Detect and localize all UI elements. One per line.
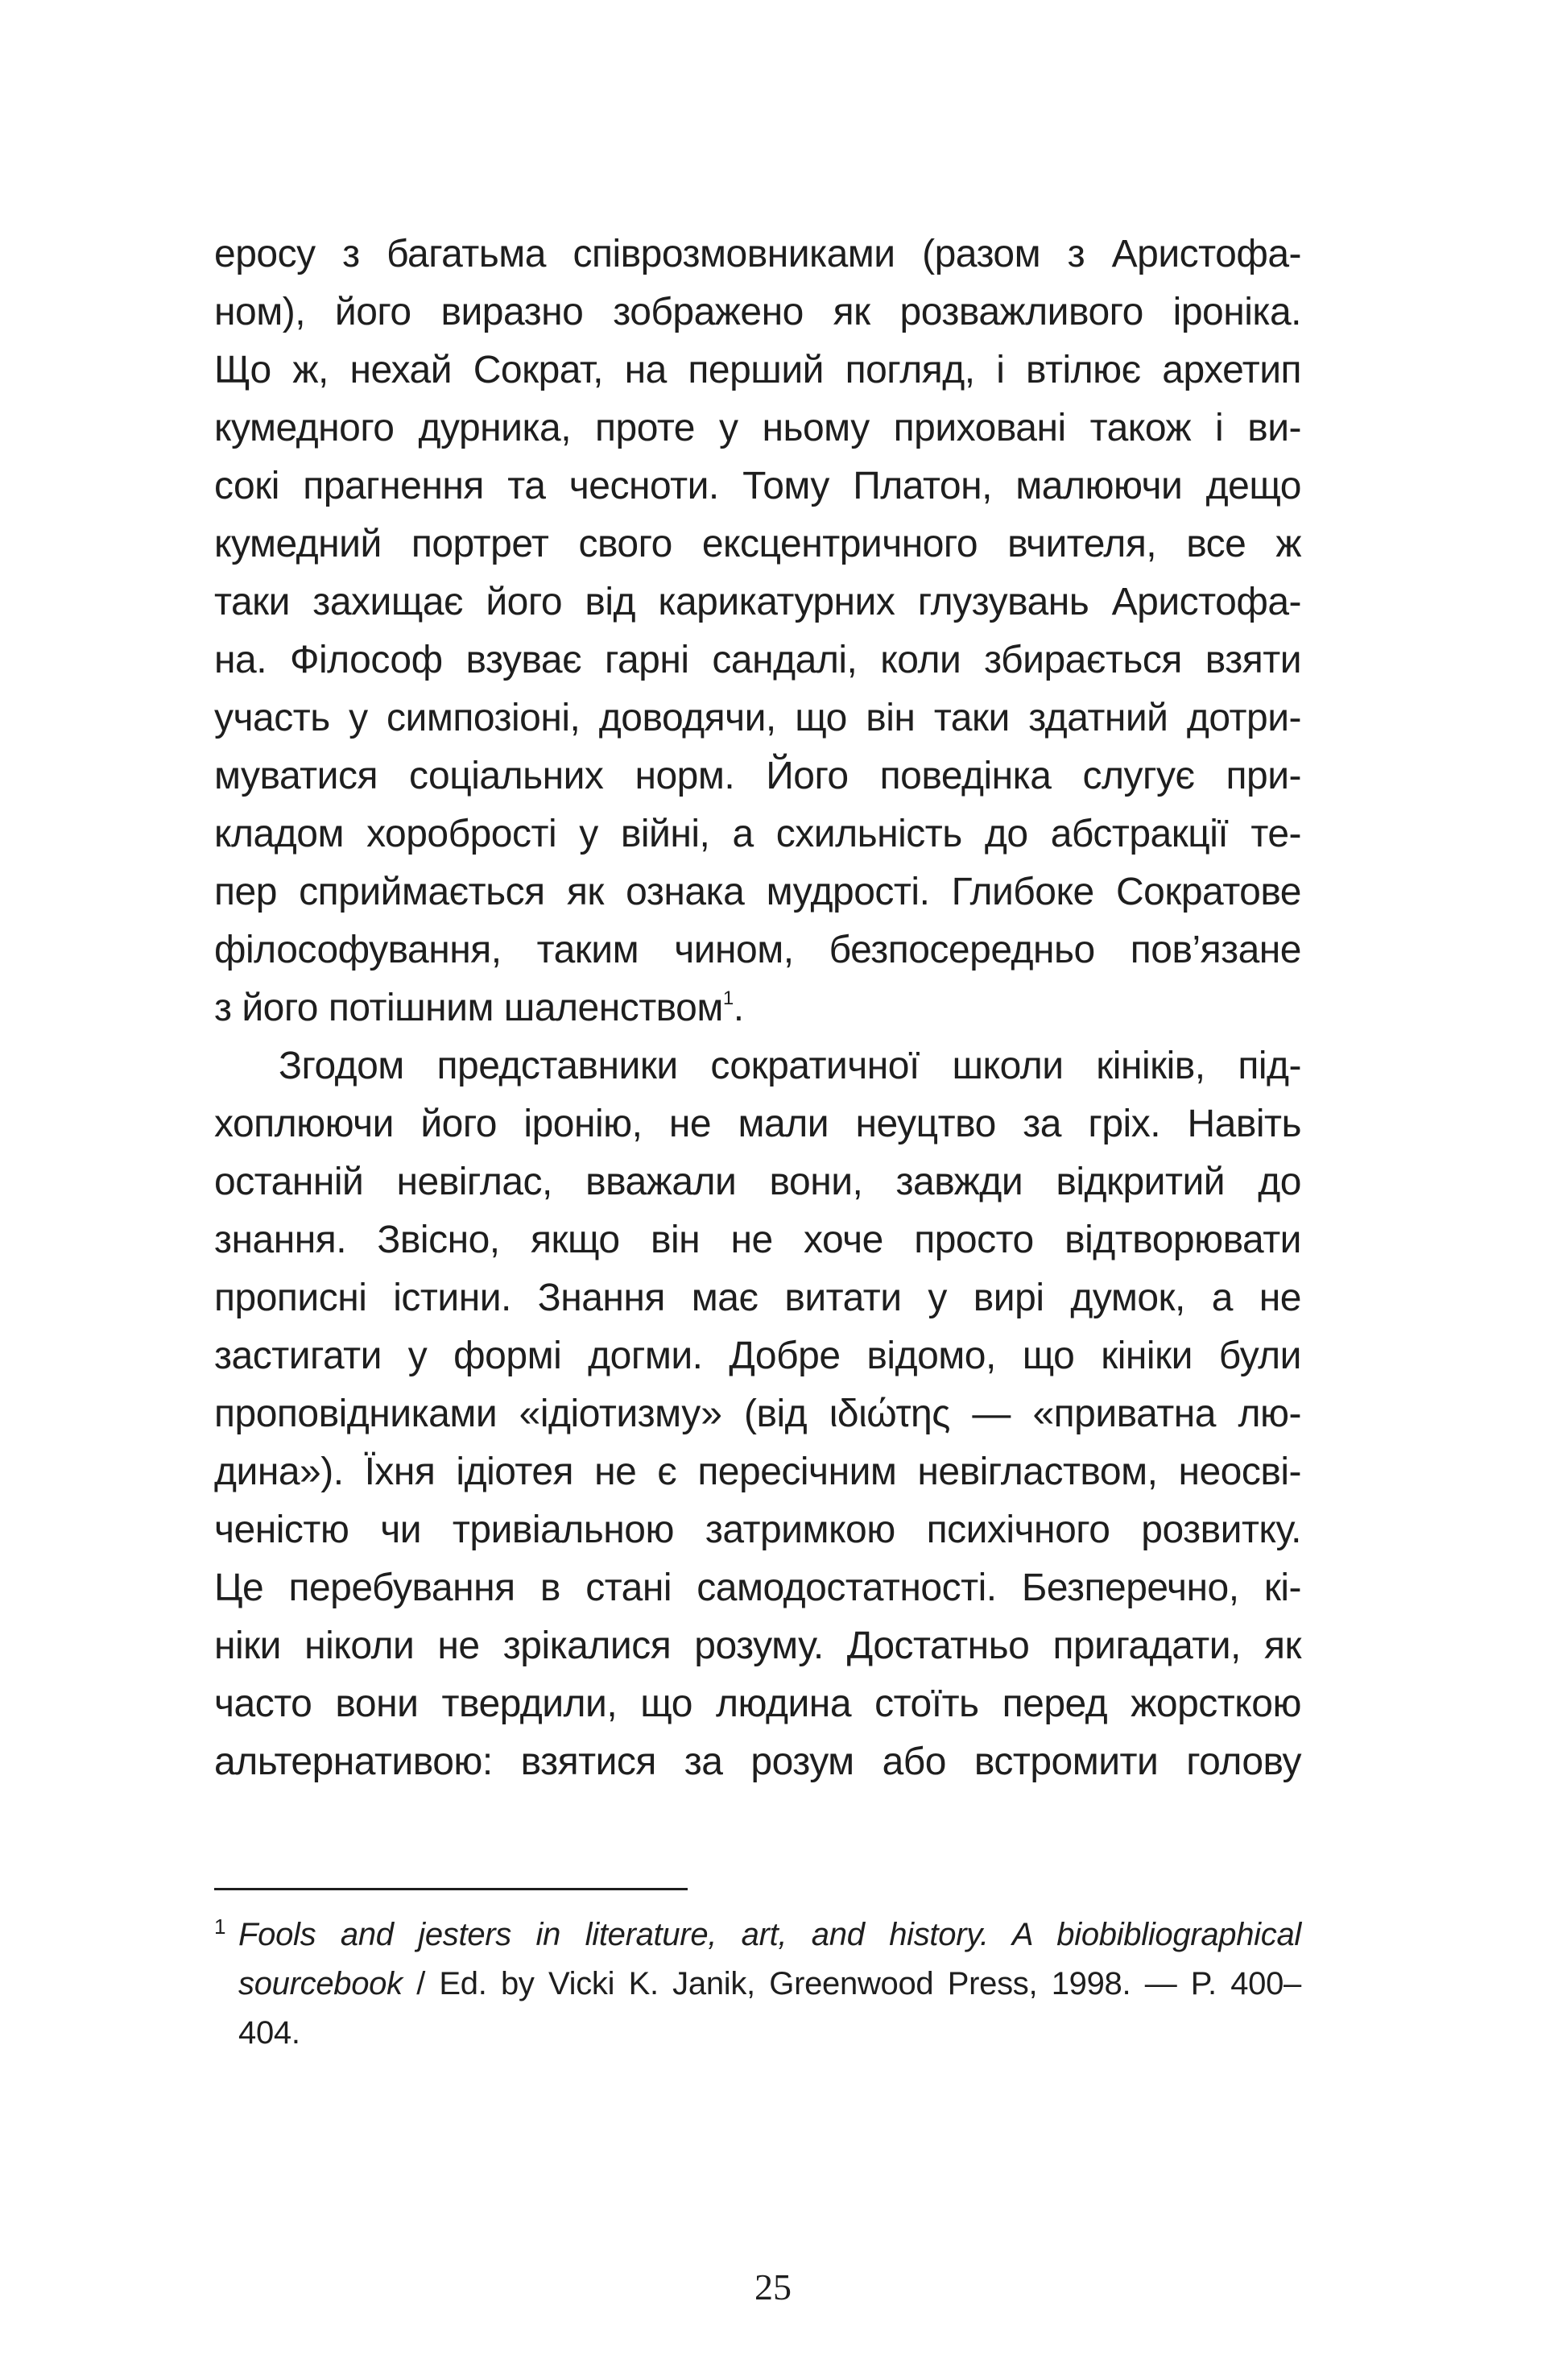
- paragraph-start-line: Згодом представники сократичної школи кініків, під-: [279, 1045, 1301, 1087]
- sentence-period: .: [733, 987, 744, 1029]
- paragraph-end-line: [214, 979, 1301, 1037]
- text-line: Що ж, нехай Сократ, на перший погляд, і втілює архетип: [214, 349, 1301, 391]
- text-line: Це перебування в стані самодостатності. Безперечно, кі-: [214, 1567, 1301, 1609]
- text-line: філософування, таким чином, безпосередньо пов’язане: [214, 929, 1301, 971]
- text-line-content: з його потішним шаленством: [214, 987, 723, 1029]
- text-line: хоплюючи його іронію, не мали неуцтво за гріх. Навіть: [214, 1103, 1301, 1145]
- text-line: дина»). Їхня ідіотея не є пересічним невіглаством, неосві-: [214, 1451, 1301, 1493]
- text-line: еросу з багатьма співрозмовниками (разом з Аристофа-: [214, 233, 1301, 275]
- body-text: [214, 226, 1301, 1791]
- text-line: на. Філософ взуває гарні сандалі, коли збирається взяти: [214, 639, 1301, 681]
- text-line: альтернативою: взятися за розум або встромити голову: [214, 1741, 1301, 1783]
- footnote-separator: [214, 1888, 688, 1890]
- footnote-publication: / Ed. by Vicki K. Janik, Greenwood Press, 1998. — P. 400–: [402, 1966, 1301, 2001]
- text-line: пер сприймається як ознака мудрості. Глибоке Сократове: [214, 871, 1301, 913]
- text-line: часто вони твердили, що людина стоїть перед жорсткою: [214, 1683, 1301, 1725]
- text-line: прописні істини. Знання має витати у вирі думок, а не: [214, 1277, 1301, 1319]
- text-line: кумедний портрет свого ексцентричного вчителя, все ж: [214, 523, 1301, 565]
- text-line: ченістю чи тривіальною затримкою психічного розвитку.: [214, 1509, 1301, 1551]
- text-line: ніки ніколи не зрікалися розуму. Достатньо пригадати, як: [214, 1625, 1301, 1667]
- footnote-title: Fools and jesters in literature, art, and history. A biobibliographical: [238, 1917, 1301, 1952]
- text-line: сокі прагнення та чесноти. Тому Платон, малюючи дещо: [214, 465, 1301, 507]
- footnote: [214, 1910, 1301, 2058]
- footnote-reference[interactable]: 1: [722, 987, 734, 1009]
- page-number: 25: [754, 2266, 792, 2308]
- text-line: застигати у формі догми. Добре відомо, що кініки були: [214, 1335, 1301, 1377]
- text-line: таки захищає його від карикатурних глузувань Аристофа-: [214, 581, 1301, 623]
- footnote-title-end: sourcebook: [238, 1966, 403, 2001]
- footnote-line: [214, 1910, 1301, 1960]
- text-line: ном), його виразно зображено як розважливого іроніка.: [214, 291, 1301, 333]
- footnote-marker: 1: [214, 1914, 226, 1939]
- text-line: проповідниками «ідіотизму» (від ιδιώτης — «приватна лю-: [214, 1393, 1301, 1435]
- text-line: останній невіглас, вважали вони, завжди відкритий до: [214, 1161, 1301, 1203]
- footnote-line: 404.: [238, 2015, 300, 2051]
- text-line: участь у симпозіоні, доводячи, що він таки здатний дотри-: [214, 697, 1301, 739]
- text-line: муватися соціальних норм. Його поведінка слугує при-: [214, 755, 1301, 797]
- text-line: знання. Звісно, якщо він не хоче просто відтворювати: [214, 1219, 1301, 1261]
- text-line: кладом хоробрості у війні, а схильність до абстракції те-: [214, 813, 1301, 855]
- footnote-line: [214, 1960, 1301, 2009]
- text-line: кумедного дурника, проте у ньому приховані також і ви-: [214, 407, 1301, 449]
